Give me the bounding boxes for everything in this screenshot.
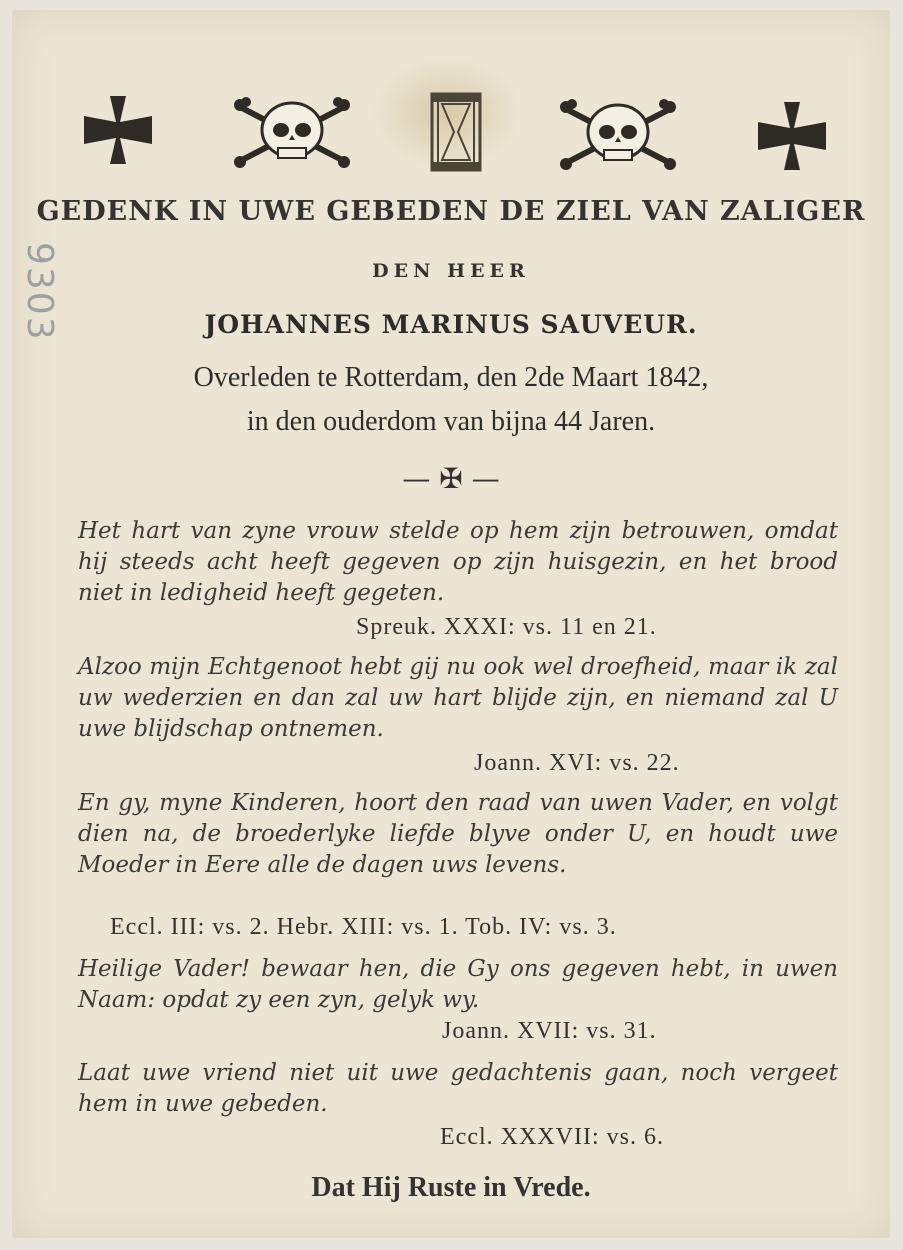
reference-5: Eccl. XXXVII: vs. 6. xyxy=(440,1124,664,1150)
reference-4: Joann. XVII: vs. 31. xyxy=(442,1018,657,1044)
ornament-row xyxy=(12,92,890,187)
memorial-card xyxy=(12,10,890,1238)
reference-1: Spreuk. XXXI: vs. 11 en 21. xyxy=(356,614,657,640)
closing-line: Dat Hij Ruste in Vrede. xyxy=(311,1172,591,1203)
death-line: Overleden te Rotterdam, den 2de Maart 1842, xyxy=(193,362,709,393)
passage-3: En gy, myne Kinderen, hoort den raad van uwen Vader, en volgt dien na, de broederlyke liefde blyve onder U, en houdt uwe Moeder in Eere alle de dagen uws levens. xyxy=(78,790,838,878)
passage-2: Alzoo mijn Echtgenoot hebt gij nu ook wel droefheid, maar ik zal uw wederzien en dan zal uw hart blijde zijn, en niemand zal U uwe blijdschap ontnemen. xyxy=(78,654,838,742)
deceased-name: JOHANNES MARINUS SAUVEUR. xyxy=(204,310,698,339)
passage-4: Heilige Vader! bewaar hen, die Gy ons gegeven hebt, in uwen Naam: opdat zy een zyn, gelyk wy. xyxy=(78,956,838,1013)
passage-1: Het hart van zyne vrouw stelde op hem zijn betrouwen, omdat hij steeds acht heeft gegeven op zijn huisgezin, en het brood niet in ledigheid heeft gegeten. xyxy=(78,518,838,606)
passage-5: Laat uwe vriend niet uit uwe gedachtenis gaan, noch vergeet hem in uwe gebeden. xyxy=(78,1060,838,1117)
hourglass-icon xyxy=(430,92,482,172)
cross-pattee-icon xyxy=(754,98,830,174)
age-line: in den ouderdom van bijna 44 Jaren. xyxy=(246,406,656,437)
cross-pattee-icon xyxy=(80,92,156,168)
reference-3: Eccl. III: vs. 2. Hebr. XIII: vs. 1. Tob. IV: vs. 3. xyxy=(110,914,617,940)
reference-2: Joann. XVI: vs. 22. xyxy=(474,750,680,776)
heading-den-heer: DEN HEER xyxy=(372,260,530,282)
skull-crossbones-icon xyxy=(558,98,678,172)
skull-crossbones-icon xyxy=(232,96,352,170)
handwritten-number-text: 9303 xyxy=(19,242,60,342)
cross-divider: — ✠ — xyxy=(402,462,500,495)
heading-prayer-line: GEDENK IN UWE GEBEDEN DE ZIEL VAN ZALIGER xyxy=(36,196,866,227)
